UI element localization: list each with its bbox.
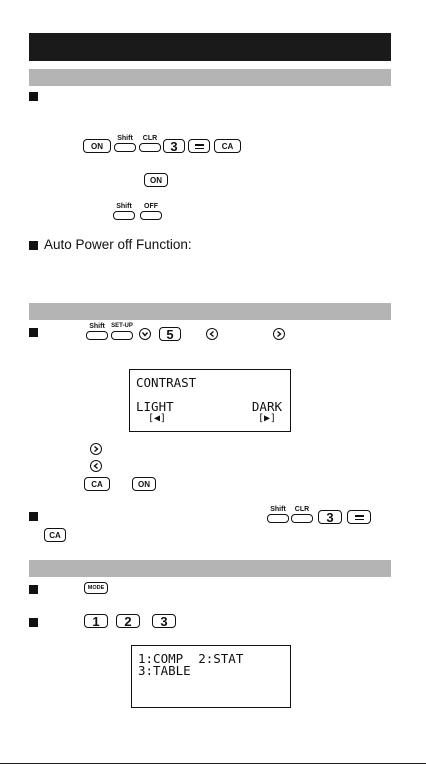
lcd-left-bracket: [◀]	[148, 413, 167, 424]
equals-key-reset	[347, 510, 371, 524]
lcd-mode-line1: 1:COMP 2:STAT	[138, 651, 244, 666]
mode-key: MODE	[84, 582, 108, 594]
one-key: 1	[84, 614, 108, 628]
contrast-lcd-screen	[129, 369, 291, 432]
lcd-contrast-title: CONTRAST	[136, 375, 197, 390]
down-arrow-icon	[139, 328, 151, 340]
ca-key: CA	[84, 477, 110, 491]
shift-key: Shift	[114, 135, 136, 153]
left-arrow-icon	[206, 328, 218, 340]
on-key: ON	[83, 139, 111, 153]
on-key: ON	[132, 477, 156, 491]
bullet-square	[29, 585, 38, 594]
bullet-square	[29, 512, 38, 521]
lcd-right-bracket: [▶]	[257, 413, 276, 424]
footer-rule	[0, 763, 426, 764]
three-key: 3	[163, 139, 185, 153]
bullet-square	[29, 241, 38, 250]
three-key-mode: 3	[152, 614, 176, 628]
on-key-alone: ON	[144, 173, 168, 187]
mode-lcd-screen	[131, 645, 291, 708]
two-key: 2	[116, 614, 140, 628]
five-key: 5	[159, 327, 181, 341]
setup-key: SET-UP	[111, 323, 133, 341]
section-header-power	[29, 69, 391, 86]
auto-power-off-heading: Auto Power off Function:	[44, 237, 192, 252]
off-key: OFF	[140, 203, 162, 221]
lcd-mode-line2: 3:TABLE	[138, 663, 191, 678]
ca-key: CA	[214, 139, 241, 153]
bullet-square	[29, 618, 38, 627]
equals-key	[188, 139, 210, 153]
shift-key-setup: Shift	[86, 323, 108, 341]
right-arrow-icon	[90, 443, 102, 455]
section-header-contrast	[29, 303, 391, 320]
bullet-square	[29, 92, 38, 101]
right-arrow-icon	[273, 328, 285, 340]
section-header-mode	[29, 560, 391, 577]
shift-key-off: Shift	[113, 203, 135, 221]
three-key-reset: 3	[318, 510, 342, 524]
clr-key: CLR	[139, 135, 161, 153]
lcd-light-label: LIGHT	[136, 399, 174, 414]
bullet-square	[29, 328, 38, 337]
clr-key-reset: CLR	[291, 506, 313, 524]
page-title-bar	[29, 33, 391, 61]
ca-key-reset: CA	[44, 528, 66, 542]
shift-key-reset: Shift	[267, 506, 289, 524]
left-arrow-icon	[90, 460, 102, 472]
lcd-dark-label: DARK	[251, 399, 282, 414]
